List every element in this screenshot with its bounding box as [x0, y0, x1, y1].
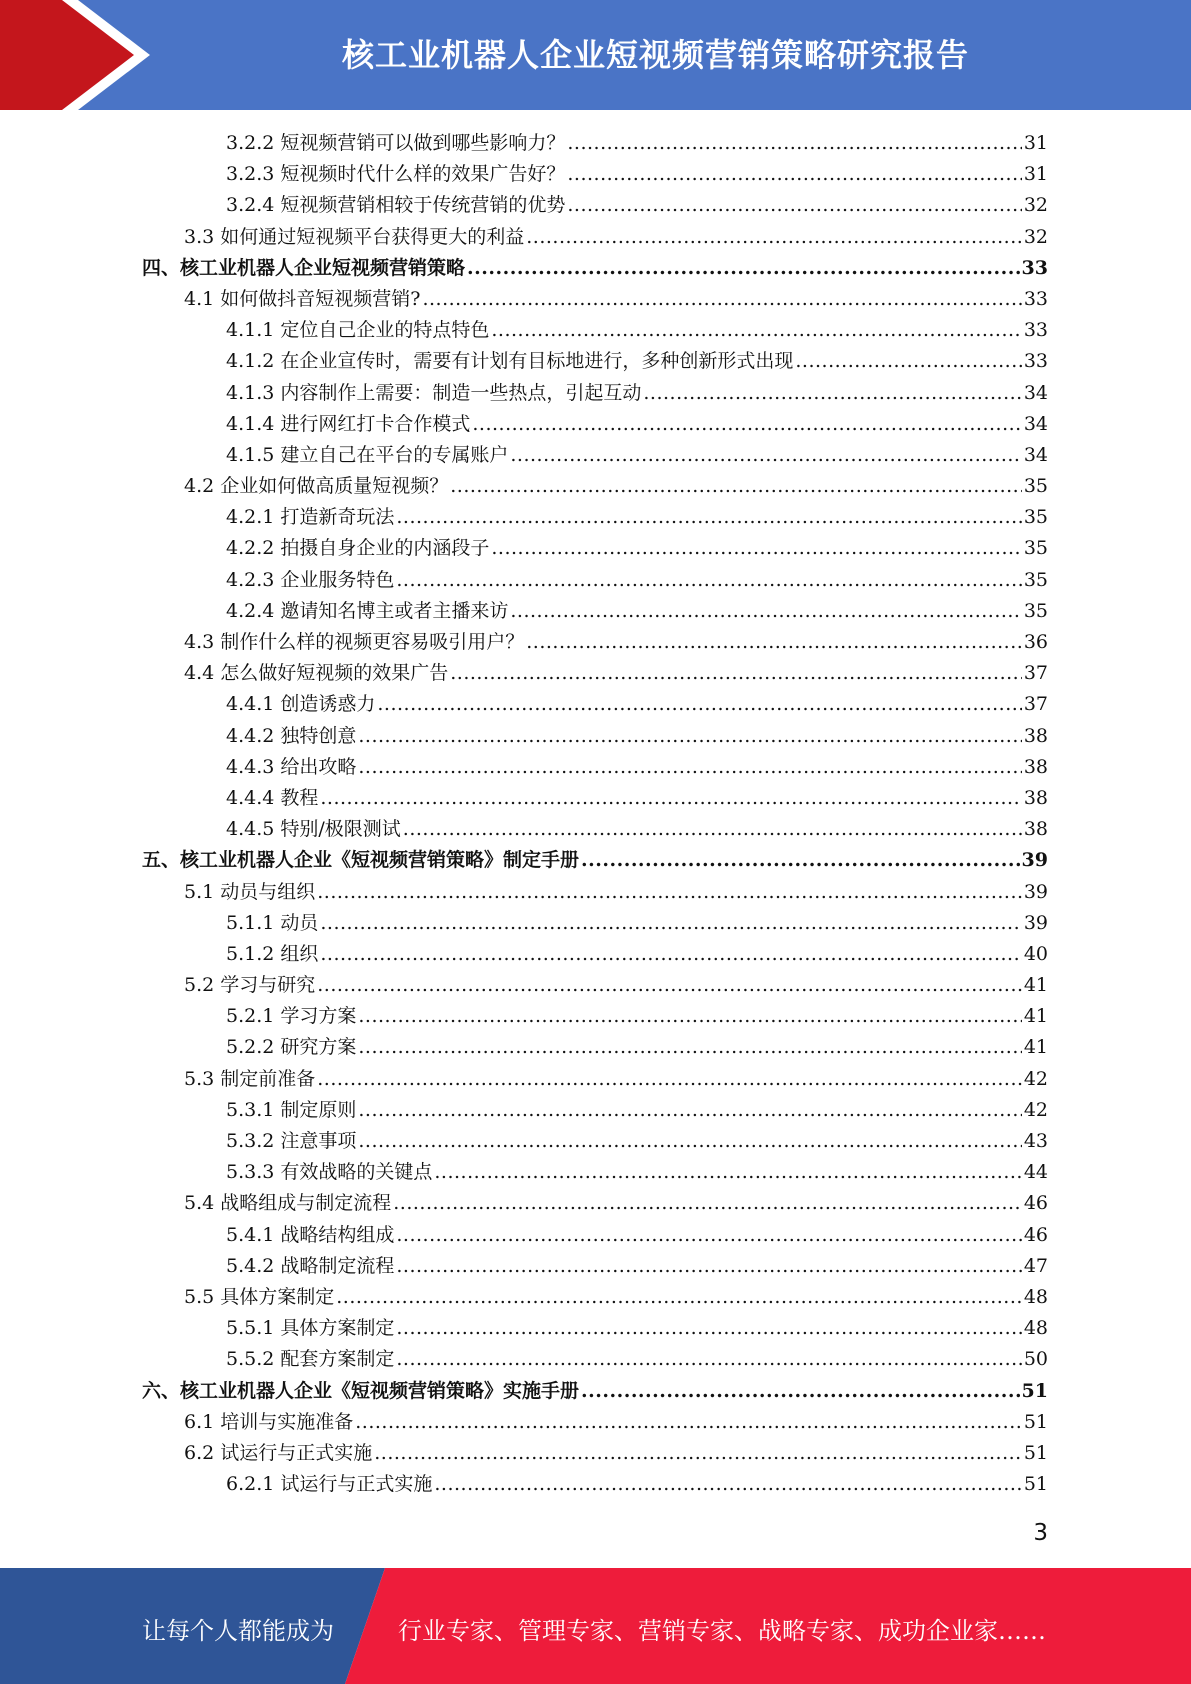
- toc-entry[interactable]: [142, 378, 1048, 409]
- toc-entry[interactable]: [142, 658, 1048, 689]
- toc-dot-leader: [377, 689, 1021, 720]
- toc-entry[interactable]: [142, 159, 1048, 190]
- toc-entry-title: 4.4.3 给出攻略: [226, 755, 357, 778]
- toc-entry[interactable]: [142, 1282, 1048, 1313]
- toc-entry[interactable]: [142, 877, 1048, 908]
- toc-entry[interactable]: [142, 346, 1048, 377]
- toc-entry[interactable]: [142, 502, 1048, 533]
- toc-dot-leader: [510, 596, 1021, 627]
- toc-entry[interactable]: [142, 721, 1048, 752]
- toc-entry[interactable]: [142, 1220, 1048, 1251]
- footer-band: [0, 1568, 1191, 1684]
- toc-entry-page: 34: [1023, 381, 1048, 404]
- toc-entry[interactable]: [142, 471, 1048, 502]
- toc-entry[interactable]: [142, 1438, 1048, 1469]
- toc-entry-title: 5.1.1 动员: [226, 911, 319, 934]
- toc-dot-leader: [795, 346, 1021, 377]
- toc-entry-page: 36: [1023, 631, 1048, 653]
- toc-entry-page: 47: [1023, 1254, 1048, 1277]
- toc-dot-leader: [567, 190, 1021, 221]
- toc-entry[interactable]: [142, 1032, 1048, 1063]
- toc-entry-title: 4.1.2 在企业宣传时，需要有计划有目标地进行，多种创新形式出现: [226, 350, 794, 373]
- footer-slogan-right: 行业专家、管理专家、营销专家、战略专家、成功企业家……: [398, 1617, 1046, 1645]
- toc-entry[interactable]: [142, 565, 1048, 596]
- toc-dot-leader: [393, 1188, 1022, 1219]
- toc-dot-leader: [581, 845, 1020, 876]
- page-number: 3: [1033, 1520, 1048, 1546]
- toc-entry-title: 4.2.4 邀请知名博主或者主播来访: [226, 599, 509, 622]
- toc-entry-title: 4.4 怎么做好短视频的效果广告: [184, 662, 449, 685]
- toc-entry-title: 4.1.3 内容制作上需要：制造一些热点，引起互动: [226, 381, 642, 404]
- toc-entry-title: 4.4.5 特别/极限测试: [226, 818, 401, 841]
- toc-entry-title: 3.2.3 短视频时代什么样的效果广告好？: [226, 163, 566, 186]
- toc-entry-page: 38: [1023, 818, 1048, 841]
- toc-entry-page: 46: [1023, 1192, 1048, 1215]
- toc-entry-page: 33: [1021, 256, 1048, 279]
- toc-entry-title: 5.3.2 注意事项: [226, 1130, 357, 1152]
- toc-dot-leader: [450, 471, 1022, 502]
- toc-entry[interactable]: [142, 1407, 1048, 1438]
- toc-entry-title: 4.2.3 企业服务特色: [226, 568, 395, 591]
- toc-dot-leader: [467, 253, 1020, 284]
- toc-entry-title: 4.2.1 打造新奇玩法: [226, 506, 395, 529]
- toc-entry-title: 5.5.1 具体方案制定: [226, 1317, 395, 1340]
- toc-dot-leader: [526, 627, 1022, 658]
- toc-entry-title: 4.4.2 独特创意: [226, 724, 357, 747]
- toc-entry[interactable]: [142, 627, 1048, 658]
- toc-entry-page: 31: [1023, 163, 1048, 186]
- toc-entry-page: 43: [1023, 1130, 1048, 1152]
- toc-entry[interactable]: [142, 596, 1048, 627]
- toc-entry-title: 4.2 企业如何做高质量短视频？: [184, 475, 449, 498]
- toc-entry[interactable]: [142, 1157, 1048, 1188]
- toc-dot-leader: [358, 1126, 1021, 1157]
- toc-entry-page: 35: [1023, 568, 1048, 591]
- toc-entry-page: 33: [1023, 287, 1048, 310]
- toc-entry-title: 5.5 具体方案制定: [184, 1285, 335, 1308]
- toc-entry-page: 41: [1023, 974, 1048, 997]
- toc-entry-page: 34: [1023, 412, 1048, 435]
- toc-dot-leader: [567, 159, 1021, 190]
- toc-dot-leader: [450, 658, 1022, 689]
- toc-entry-page: 40: [1023, 942, 1048, 965]
- toc-entry-page: 38: [1023, 724, 1048, 747]
- toc-dot-leader: [491, 315, 1021, 346]
- toc-entry[interactable]: [142, 315, 1048, 346]
- toc-entry-page: 50: [1023, 1348, 1048, 1371]
- toc-entry-title: 4.1 如何做抖音短视频营销?: [184, 287, 421, 310]
- toc-entry[interactable]: [142, 939, 1048, 970]
- toc-dot-leader: [396, 565, 1021, 596]
- toc-entry-title: 4.4.4 教程: [226, 786, 319, 809]
- toc-entry-title: 四、核工业机器人企业短视频营销策略: [142, 256, 466, 279]
- toc-entry-page: 41: [1023, 1036, 1048, 1059]
- toc-entry-title: 4.1.5 建立自己在平台的专属账户: [226, 443, 509, 466]
- toc-entry-page: 32: [1023, 225, 1048, 248]
- toc-dot-leader: [317, 877, 1022, 908]
- toc-entry-page: 32: [1023, 194, 1048, 217]
- toc-entry-title: 4.1.4 进行网红打卡合作模式: [226, 412, 471, 435]
- toc-entry[interactable]: [142, 783, 1048, 814]
- toc-entry-page: 44: [1023, 1161, 1048, 1184]
- toc-entry[interactable]: [142, 284, 1048, 315]
- table-of-contents: [142, 128, 1048, 1500]
- toc-entry[interactable]: [142, 814, 1048, 845]
- toc-entry[interactable]: [142, 222, 1048, 253]
- toc-entry-page: 39: [1021, 849, 1048, 872]
- toc-dot-leader: [320, 908, 1021, 939]
- toc-entry-page: 35: [1023, 599, 1048, 622]
- toc-entry-title: 6.1 培训与实施准备: [184, 1410, 354, 1433]
- toc-entry[interactable]: [142, 970, 1048, 1001]
- toc-dot-leader: [317, 1064, 1022, 1095]
- toc-dot-leader: [396, 1251, 1021, 1282]
- toc-entry-title: 六、核工业机器人企业《短视频营销策略》实施手册: [142, 1379, 580, 1402]
- toc-entry-page: 46: [1023, 1223, 1048, 1246]
- toc-dot-leader: [320, 939, 1021, 970]
- toc-dot-leader: [396, 1313, 1021, 1344]
- toc-entry[interactable]: [142, 908, 1048, 939]
- toc-entry[interactable]: [142, 533, 1048, 564]
- toc-entry-page: 34: [1023, 443, 1048, 466]
- toc-dot-leader: [320, 783, 1021, 814]
- toc-entry-page: 39: [1023, 880, 1048, 903]
- toc-entry-title: 3.2.2 短视频营销可以做到哪些影响力？: [226, 132, 566, 154]
- toc-dot-leader: [434, 1469, 1021, 1500]
- toc-dot-leader: [403, 814, 1022, 845]
- toc-entry-title: 5.3 制定前准备: [184, 1067, 316, 1090]
- toc-entry-page: 42: [1023, 1067, 1048, 1090]
- toc-entry-title: 5.3.3 有效战略的关键点: [226, 1161, 433, 1184]
- toc-dot-leader: [396, 1344, 1021, 1375]
- toc-entry-title: 五、核工业机器人企业《短视频营销策略》制定手册: [142, 849, 580, 872]
- toc-dot-leader: [396, 1220, 1021, 1251]
- toc-entry-page: 48: [1023, 1317, 1048, 1340]
- toc-entry-title: 5.4.2 战略制定流程: [226, 1254, 395, 1277]
- document-title: 核工业机器人企业短视频营销策略研究报告: [341, 36, 969, 74]
- toc-dot-leader: [358, 1001, 1021, 1032]
- toc-entry[interactable]: [142, 1376, 1048, 1407]
- toc-entry-title: 5.2 学习与研究: [184, 974, 316, 997]
- toc-dot-leader: [434, 1157, 1021, 1188]
- toc-entry-title: 4.4.1 创造诱惑力: [226, 693, 376, 716]
- toc-entry-page: 35: [1023, 537, 1048, 560]
- toc-entry[interactable]: [142, 1469, 1048, 1500]
- toc-entry-page: 33: [1023, 350, 1048, 373]
- toc-entry-page: 38: [1023, 755, 1048, 778]
- toc-entry-page: 31: [1023, 132, 1048, 154]
- toc-entry[interactable]: [142, 1064, 1048, 1095]
- toc-entry-page: 41: [1023, 1005, 1048, 1028]
- toc-entry[interactable]: [142, 440, 1048, 471]
- toc-entry-page: 37: [1023, 662, 1048, 685]
- toc-entry-title: 6.2.1 试运行与正式实施: [226, 1473, 433, 1496]
- toc-dot-leader: [358, 752, 1021, 783]
- toc-entry-title: 3.2.4 短视频营销相较于传统营销的优势: [226, 194, 566, 217]
- toc-dot-leader: [396, 502, 1021, 533]
- toc-dot-leader: [510, 440, 1021, 471]
- toc-entry-title: 3.3 如何通过短视频平台获得更大的利益: [184, 225, 525, 248]
- toc-dot-leader: [358, 1032, 1021, 1063]
- toc-entry-page: 33: [1023, 319, 1048, 342]
- toc-dot-leader: [358, 1095, 1021, 1126]
- toc-entry-page: 51: [1023, 1473, 1048, 1496]
- toc-entry-page: 39: [1023, 911, 1048, 934]
- toc-entry-title: 5.2.2 研究方案: [226, 1036, 357, 1059]
- toc-dot-leader: [422, 284, 1021, 315]
- toc-entry-title: 5.4.1 战略结构组成: [226, 1223, 395, 1246]
- toc-entry-title: 4.3 制作什么样的视频更容易吸引用户？: [184, 631, 525, 653]
- toc-entry[interactable]: [142, 1095, 1048, 1126]
- toc-dot-leader: [581, 1376, 1020, 1407]
- toc-dot-leader: [374, 1438, 1022, 1469]
- toc-entry-page: 51: [1023, 1410, 1048, 1433]
- toc-entry[interactable]: [142, 689, 1048, 720]
- toc-entry[interactable]: [142, 1344, 1048, 1375]
- toc-entry-title: 5.1 动员与组织: [184, 880, 316, 903]
- toc-entry-page: 37: [1023, 693, 1048, 716]
- toc-entry-title: 4.1.1 定位自己企业的特点特色: [226, 319, 490, 342]
- toc-entry[interactable]: [142, 409, 1048, 440]
- toc-entry[interactable]: [142, 190, 1048, 221]
- toc-dot-leader: [643, 378, 1021, 409]
- toc-entry[interactable]: [142, 253, 1048, 284]
- toc-entry[interactable]: [142, 1188, 1048, 1219]
- toc-entry-title: 6.2 试运行与正式实施: [184, 1441, 373, 1464]
- toc-entry-title: 5.2.1 学习方案: [226, 1005, 357, 1028]
- toc-dot-leader: [358, 721, 1021, 752]
- toc-entry-title: 5.3.1 制定原则: [226, 1098, 357, 1121]
- toc-entry-page: 35: [1023, 475, 1048, 498]
- toc-entry-title: 5.5.2 配套方案制定: [226, 1348, 395, 1371]
- toc-entry[interactable]: [142, 1251, 1048, 1282]
- toc-entry-page: 48: [1023, 1285, 1048, 1308]
- toc-dot-leader: [491, 533, 1021, 564]
- toc-entry[interactable]: [142, 128, 1048, 159]
- toc-entry-page: 51: [1023, 1441, 1048, 1464]
- toc-entry-title: 5.4 战略组成与制定流程: [184, 1192, 392, 1215]
- toc-entry[interactable]: [142, 1001, 1048, 1032]
- toc-dot-leader: [336, 1282, 1022, 1313]
- toc-entry[interactable]: [142, 1126, 1048, 1157]
- toc-entry-page: 38: [1023, 786, 1048, 809]
- toc-dot-leader: [526, 222, 1022, 253]
- toc-entry-title: 5.1.2 组织: [226, 942, 319, 965]
- toc-entry-page: 42: [1023, 1098, 1048, 1121]
- toc-entry-page: 51: [1021, 1379, 1048, 1402]
- toc-entry[interactable]: [142, 845, 1048, 876]
- toc-entry[interactable]: [142, 752, 1048, 783]
- header-band: [0, 0, 1191, 110]
- toc-dot-leader: [472, 409, 1021, 440]
- toc-entry[interactable]: [142, 1313, 1048, 1344]
- toc-dot-leader: [317, 970, 1022, 1001]
- toc-dot-leader: [567, 128, 1021, 159]
- toc-entry-page: 35: [1023, 506, 1048, 529]
- toc-entry-title: 4.2.2 拍摄自身企业的内涵段子: [226, 537, 490, 560]
- footer-slogan-left: 让每个人都能成为: [142, 1617, 334, 1645]
- toc-dot-leader: [355, 1407, 1022, 1438]
